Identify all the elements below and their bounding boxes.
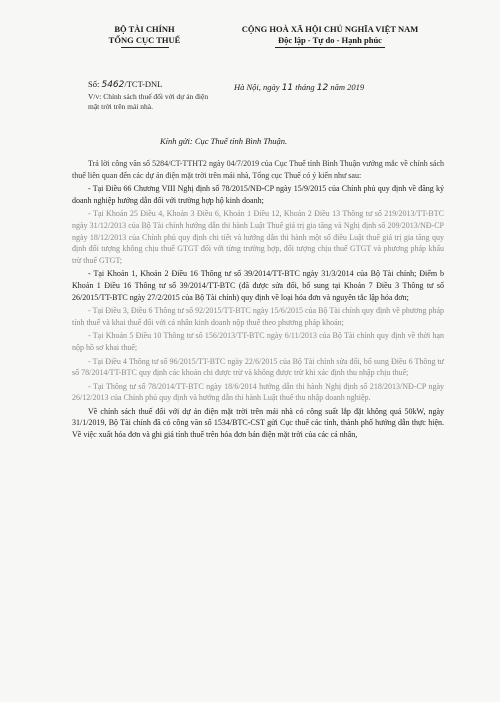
body-paragraph: - Tại Khoản 1, Khoản 2 Điều 16 Thông tư số 39/2014/TT-BTC ngày 31/3/2014 của Bộ Tài chính; Điểm b Khoản 1 Điều 16 Thông tư số 39/2014/TT-BTC (đã được sửa đổi, bổ sung tại Khoản 7 Điều 3 Thông tư số 26/2015/TT-BTC ngày 27/2/2015 của Bộ Tài chính) quy định về loại hóa đơn và nguyên tắc lập hóa đơn;: [72, 269, 444, 302]
country-name: CỘNG HOÀ XÃ HỘI CHỦ NGHĨA VIỆT NAM: [241, 24, 419, 34]
issuer-block: [72, 24, 217, 48]
motto-underline: [275, 47, 385, 48]
date-month-label: tháng: [295, 82, 315, 92]
document-number: [88, 79, 162, 90]
body-paragraph: - Tại Khoản 5 Điều 10 Thông tư số 156/2013/TT-BTC ngày 6/11/2013 của Bộ Tài chính quy định về thời hạn nộp hồ sơ khai thuế;: [72, 331, 444, 352]
doc-number-suffix: /TCT-DNL: [124, 79, 163, 89]
document-subject: V/v: Chính sách thuế đối với dự án điện mặt trời trên mái nhà.: [88, 92, 209, 111]
date-month: 12: [316, 83, 329, 93]
issuer-underline: [121, 47, 169, 48]
date-place: Hà Nội, ngày: [234, 82, 280, 92]
recipient-line: Kính gửi: Cục Thuế tỉnh Bình Thuận.: [160, 136, 288, 146]
date-day: 11: [281, 83, 294, 93]
national-motto-block: [240, 24, 420, 48]
body-paragraph: Trả lời công văn số 5284/CT-TTHT2 ngày 04/7/2019 của Cục Thuế tỉnh Bình Thuận vướng mắc về chính sách thuế liên quan đến các dự án điện mặt trời trên mái nhà, Tổng cục Thuế có ý kiến như sau:: [72, 159, 444, 180]
body-paragraph: - Tại Khoản 25 Điều 4, Khoản 3 Điều 6, Khoản 1 Điều 12, Khoản 2 Điều 13 Thông tư số 219/2013/TT-BTC ngày 31/12/2013 của Bộ Tài chính hướng dẫn thi hành Luật Thuế giá trị gia tăng và Nghị định số 209/2013/NĐ-CP ngày 18/12/2013 của Chính phủ quy định chi tiết và hướng dẫn thi hành một số điều Luật thuế giá trị gia tăng quy định đối tượng không chịu thuế GTGT đối với từng trường hợp, đối tượng chịu thuế GTGT và phương pháp khấu trừ thuế GTGT;: [72, 209, 444, 265]
body-paragraph: - Tại Điều 66 Chương VIII Nghị định số 78/2015/NĐ-CP ngày 15/9/2015 của Chính phủ quy định về đăng ký doanh nghiệp hướng dẫn đối với trường hợp hộ kinh doanh;: [72, 184, 444, 205]
issuer-ministry: BỘ TÀI CHÍNH: [114, 24, 175, 34]
doc-number-handwritten: 5462: [101, 80, 125, 90]
body-paragraph: - Tại Điều 3, Điều 6 Thông tư số 92/2015/TT-BTC ngày 15/6/2015 của Bộ Tài chính quy định về phương pháp tính thuế và khai thuế đối với cá nhân kinh doanh nộp thuế theo phương pháp khoán;: [72, 306, 444, 327]
body-paragraph: - Tại Thông tư số 78/2014/TT-BTC ngày 18/6/2014 hướng dẫn thi hành Nghị định số 218/2013/NĐ-CP ngày 26/12/2013 của Chính phủ quy định và hướng dẫn thi hành Luật thuế thu nhập doanh nghiệp.: [72, 381, 444, 403]
body-paragraph: Về chính sách thuế đối với dự án điện mặt trời trên mái nhà có công suất lắp đặt không quá 50kW, ngày 31/1/2019, Bộ Tài chính đã có công văn số 1534/BTC-CST gửi Cục thuế các tỉnh, thành phố hướng dẫn thực hiện. Về việc xuất hóa đơn và ghi giá tính thuế trên hóa đơn bán điện mặt trời của các cá nhân,: [72, 406, 444, 440]
motto: Độc lập - Tự do - Hạnh phúc: [278, 35, 382, 45]
date-year: năm 2019: [330, 82, 365, 92]
body-paragraph: - Tại Điều 4 Thông tư số 96/2015/TT-BTC ngày 22/6/2015 của Bộ Tài chính sửa đổi, bổ sung Điều 6 Thông tư số 78/2014/TT-BTC quy định các khoản chi được trừ và không được trừ khi xác định thu nhập chịu thuế;: [72, 356, 444, 378]
issuer-department: TỔNG CỤC THUẾ: [108, 35, 181, 45]
document-date: [234, 82, 364, 93]
document-body: [72, 158, 444, 443]
doc-number-prefix: Số:: [88, 79, 100, 89]
